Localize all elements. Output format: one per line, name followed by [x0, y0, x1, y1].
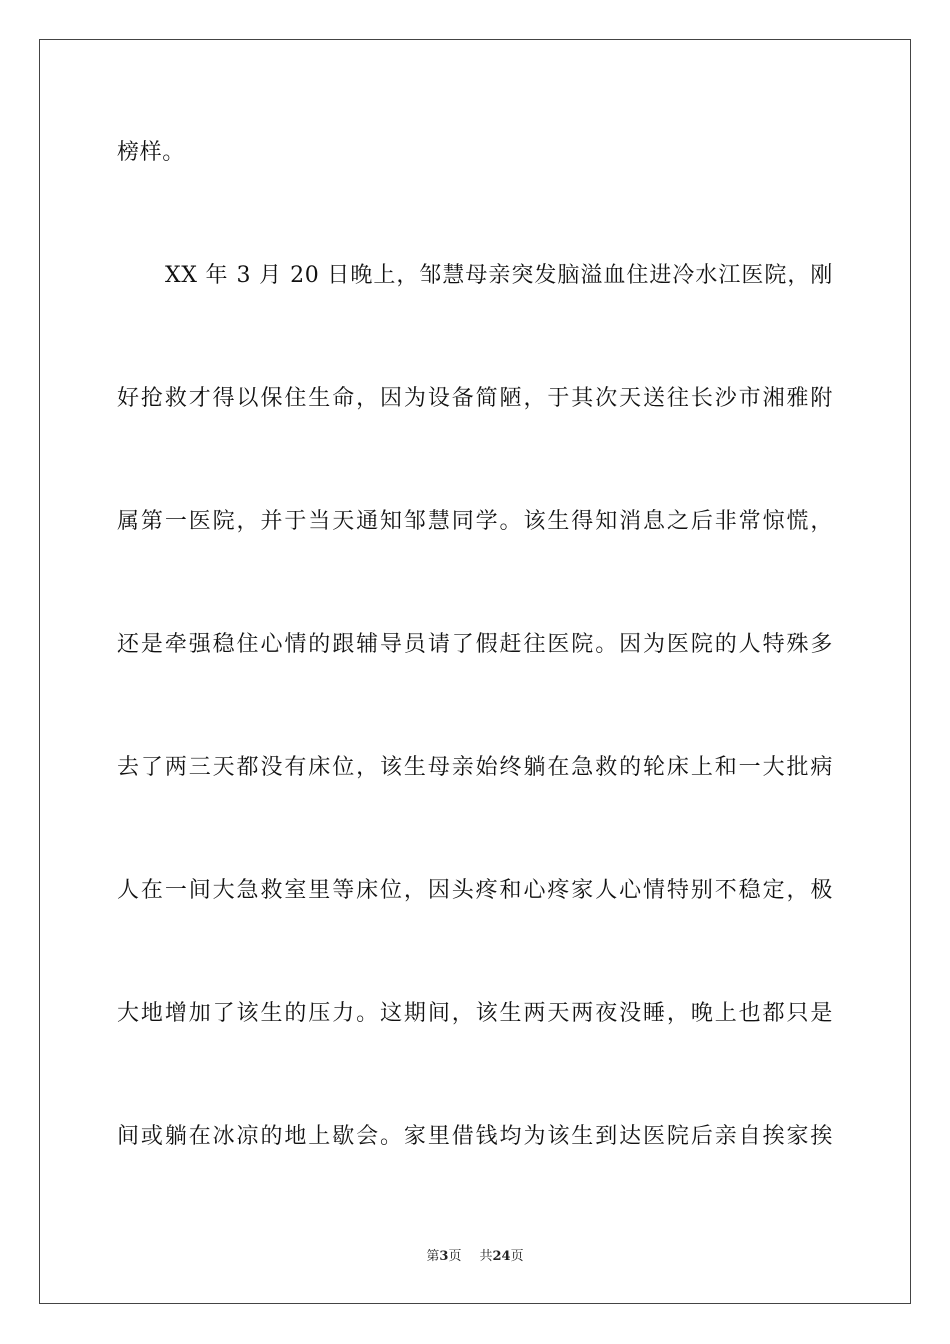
- paragraph-line-3: 好抢救才得以保住生命，因为设备简陋，于其次天送往长沙市湘雅附: [117, 386, 833, 411]
- paragraph-line-6: 去了两三天都没有床位，该生母亲始终躺在急救的轮床上和一大批病: [117, 755, 833, 780]
- paragraph-line-7: 人在一间大急救室里等床位，因头疼和心疼家人心情特别不稳定，极: [117, 878, 833, 903]
- paragraph-line-2: XX 年 3 月 20 日晚上，邹慧母亲突发脑溢血住进冷水江医院，刚: [165, 263, 833, 288]
- page-suffix: 页: [448, 1249, 462, 1264]
- page-number: 3: [439, 1249, 449, 1264]
- total-pages: 24: [492, 1249, 511, 1264]
- page-footer: [0, 1248, 950, 1266]
- page-prefix: 第: [426, 1249, 440, 1264]
- paragraph-line-4: 属第一医院，并于当天通知邹慧同学。该生得知消息之后非常惊慌，: [117, 509, 833, 534]
- paragraph-line-8: 大地增加了该生的压力。这期间，该生两天两夜没睡，晚上也都只是: [117, 1001, 833, 1026]
- total-prefix: 共: [479, 1249, 493, 1264]
- paragraph-line-9: 间或躺在冰凉的地上歇会。家里借钱均为该生到达医院后亲自挨家挨: [117, 1124, 833, 1149]
- page-border: [39, 39, 911, 1304]
- paragraph-line-5: 还是牵强稳住心情的跟辅导员请了假赶往医院。因为医院的人特殊多: [117, 632, 833, 657]
- paragraph-line-1: 榜样。: [117, 140, 185, 165]
- total-suffix: 页: [510, 1249, 524, 1264]
